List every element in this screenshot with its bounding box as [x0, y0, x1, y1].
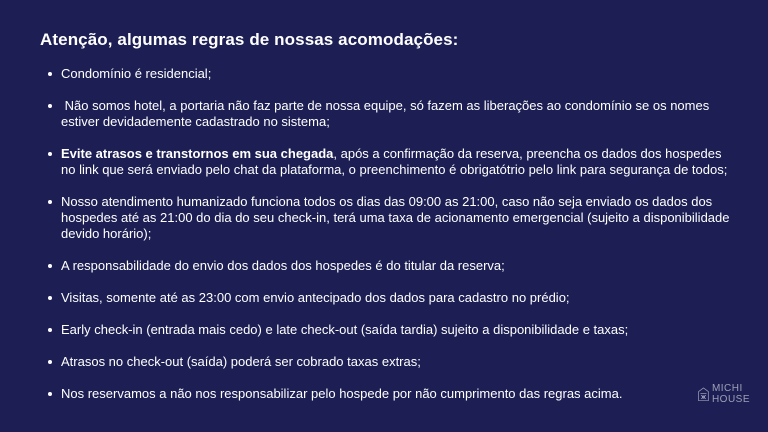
rule-text: Atrasos no check-out (saída) poderá ser cobrado taxas extras; — [61, 354, 421, 369]
rule-text: Early check-in (entrada mais cedo) e late check-out (saída tardia) sujeito a disponibilidade e taxas; — [61, 322, 629, 337]
rule-item — [40, 146, 730, 178]
rule-text: A responsabilidade do envio dos dados dos hospedes é do titular da reserva; — [61, 258, 505, 273]
logo-line-2: HOUSE — [711, 394, 750, 405]
rule-item — [40, 98, 730, 130]
rules-list — [40, 66, 730, 418]
rule-bold: Evite atrasos e transtornos em sua chegada — [61, 146, 334, 161]
michi-house-logo-icon — [698, 382, 709, 406]
rule-item — [40, 258, 730, 274]
rule-item — [40, 322, 730, 338]
rule-text: Nos reservamos a não nos responsabilizar pelo hospede por não cumprimento das regras acima. — [61, 386, 623, 401]
rule-item — [40, 194, 730, 242]
logo-text — [712, 383, 750, 405]
michi-house-logo — [698, 381, 750, 407]
rule-item — [40, 386, 730, 402]
rule-item — [40, 66, 730, 82]
slide-title: Atenção, algumas regras de nossas acomodações: — [40, 30, 459, 49]
rule-text: Não somos hotel, a portaria não faz parte de nossa equipe, só fazem as liberações ao condomínio se os nomes estiver devidademente cadastrado no sistema; — [61, 98, 713, 129]
rule-text: Nosso atendimento humanizado funciona todos os dias das 09:00 as 21:00, caso não seja enviado os dados dos hospedes até as 21:00 do dia do seu check-in, terá uma taxa de acionamento emergencial (sujeito a disponibilidade devido horário); — [61, 194, 730, 241]
rule-item — [40, 290, 730, 306]
logo-line-1: MICHI — [711, 383, 743, 394]
rule-item — [40, 354, 730, 370]
rule-text: , após a confirmação da reserva, preencha os dados dos hospedes no link que será enviado pelo chat da plataforma, o preenchimento é obrigatótrio pelo link para segurança de todos; — [61, 146, 728, 177]
rule-text: Condomínio é residencial; — [61, 66, 212, 81]
rule-text: Visitas, somente até as 23:00 com envio antecipado dos dados para cadastro no prédio; — [61, 290, 570, 305]
